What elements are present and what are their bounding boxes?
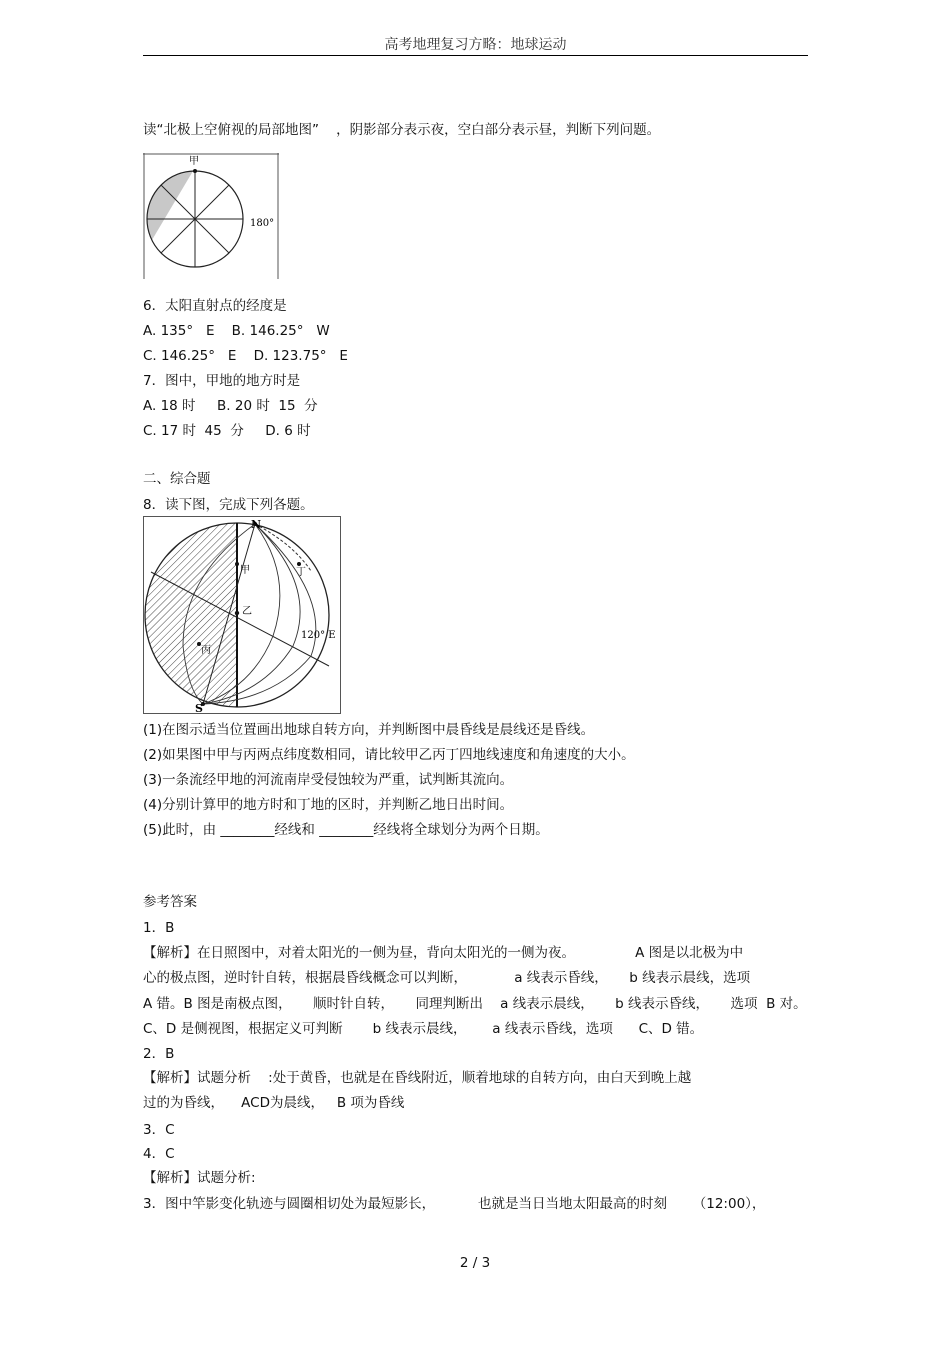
q6-stem: 6．太阳直射点的经度是 — [143, 298, 287, 314]
answer-1-line4: C、D 是侧视图，根据定义可判断 b 线表示晨线， a 线表示昏线，选项 C、D 错。 — [143, 1021, 704, 1037]
label-120e: 120° E — [301, 630, 336, 641]
night-hatch — [143, 516, 237, 714]
page-header: 高考地理复习方略：地球运动 — [384, 37, 567, 53]
label-jia2: 甲 — [240, 565, 250, 576]
q8-sub3: (3)一条流经甲地的河流南岸受侵蚀较为严重，试判断其流向。 — [143, 772, 514, 788]
q8-sub1: (1)在图示适当位置画出地球自转方向，并判断图中晨昏线是晨线还是昏线。 — [143, 722, 595, 738]
q7-stem: 7．图中，甲地的地方时是 — [143, 373, 301, 389]
point-ding — [297, 562, 301, 566]
earth-daylight-figure — [143, 516, 343, 714]
q6-options-row1: A. 135° E B. 146.25° W — [143, 323, 330, 339]
answer-2-line2: 过的为昏线， ACD为晨线， B 项为昏线 — [143, 1095, 405, 1111]
label-n: N — [251, 518, 262, 531]
label-yi: 乙 — [242, 606, 252, 617]
q8-sub2: (2)如果图中甲与丙两点纬度数相同，请比较甲乙丙丁四地线速度和角速度的大小。 — [143, 747, 635, 763]
night-shading — [143, 171, 193, 245]
q8-stem: 8．读下图，完成下列各题。 — [143, 497, 314, 513]
answer-1-line3: A 错。B 图是南极点图， 顺时针自转， 同理判断出 a 线表示晨线， b 线表示昏线， 选项 B 对。 — [143, 996, 807, 1012]
point-jia — [193, 169, 197, 173]
answer-4: 4．C — [143, 1146, 175, 1162]
q7-options-row2: C. 17 时 45 分 D. 6 时 — [143, 423, 311, 439]
arctic-circle-dashed — [255, 524, 311, 571]
polar-view-figure — [143, 153, 279, 279]
answer-3: 3．C — [143, 1122, 175, 1138]
point-yi — [235, 611, 239, 615]
page-number: 2 / 3 — [459, 1255, 491, 1271]
label-ding: 丁 — [296, 567, 306, 578]
point-jia2 — [235, 562, 239, 566]
label-jia: 甲 — [189, 156, 199, 167]
q8-sub5: (5)此时，由 ________经线和 ________经线将全球划分为两个日期。 — [143, 822, 549, 838]
label-s: S — [195, 702, 203, 714]
label-180: 180° — [250, 218, 275, 229]
answer-4-line2: 3．图中竿影变化轨迹与圆圈相切处为最短影长， 也就是当日当地太阳最高的时刻 （12:00）， — [143, 1196, 766, 1212]
answer-4-line1: 【解析】试题分析: — [143, 1170, 256, 1186]
section-heading: 二、综合题 — [143, 471, 211, 487]
q8-sub4: (4)分别计算甲的地方时和丁地的区时，并判断乙地日出时间。 — [143, 797, 514, 813]
label-bing: 丙 — [201, 645, 211, 656]
header-divider — [143, 55, 808, 56]
q7-options-row1: A. 18 时 B. 20 时 15 分 — [143, 398, 318, 414]
q6-options-row2: C. 146.25° E D. 123.75° E — [143, 348, 348, 364]
answer-1-line2: 心的极点图，逆时针自转，根据晨昏线概念可以判断， a 线表示昏线， b 线表示晨线，选项 — [143, 970, 751, 986]
answers-title: 参考答案 — [143, 894, 197, 910]
answer-1-line1: 【解析】在日照图中，对着太阳光的一侧为昼，背向太阳光的一侧为夜。 A 图是以北极为中 — [143, 945, 744, 961]
answer-1: 1．B — [143, 920, 175, 936]
answer-2-line1: 【解析】试题分析 :处于黄昏，也就是在昏线附近，顺着地球的自转方向，由白天到晚上越 — [143, 1070, 692, 1086]
intro-text: 读“北极上空俯视的局部地图” ，阴影部分表示夜，空白部分表示昼，判断下列问题。 — [143, 122, 661, 138]
answer-2: 2．B — [143, 1046, 175, 1062]
